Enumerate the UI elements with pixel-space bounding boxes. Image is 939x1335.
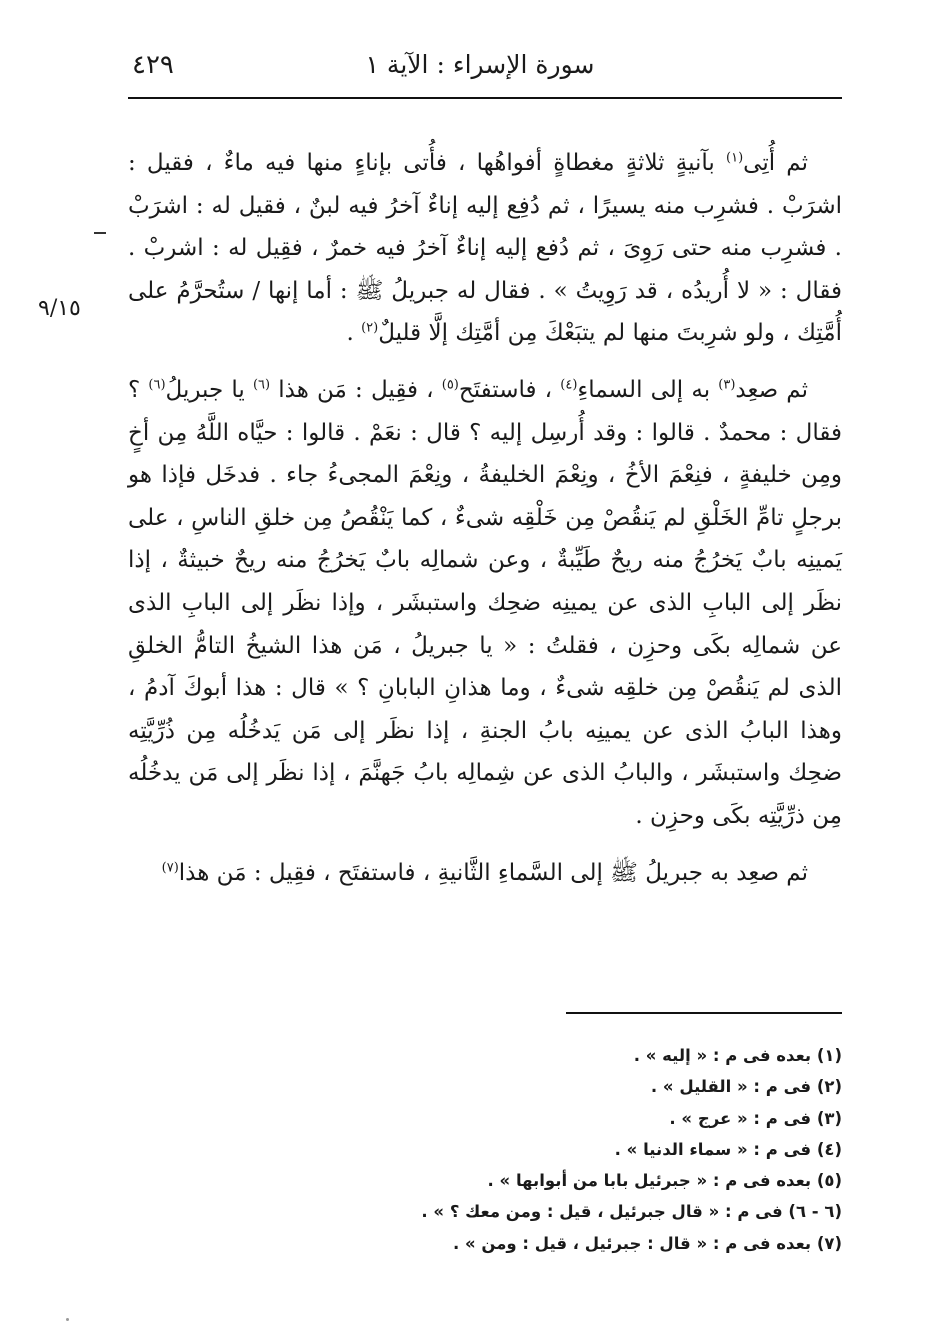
footnotes-list (300, 1040, 842, 1259)
footnote-item: (٥) بعده فى م : « جبرئيل بابا من أبوابها » . (487, 1171, 842, 1191)
text-segment: ثم أُتِى (743, 150, 809, 176)
footnote-item: (٣) فى م : « عرج » . (669, 1108, 842, 1128)
page-speck (66, 1318, 69, 1321)
text-segment: ثم صعِد (735, 376, 809, 403)
footnote-item: (١) بعده فى م : « إليه » . (633, 1046, 842, 1065)
margin-note: ٩/١٥ (38, 296, 81, 321)
page-number: ٤٢٩ (132, 50, 174, 80)
body-paragraph (128, 142, 842, 355)
footnote-marker: (٢) (361, 320, 379, 336)
footnote-marker: (٦) (252, 377, 271, 393)
footnote-marker: (٣) (718, 377, 736, 393)
footnote-item: (٤) فى م : « سماء الدنيا » . (614, 1139, 842, 1159)
margin-dash (94, 232, 106, 234)
text-segment: . (346, 320, 362, 347)
text-segment: ، فقِيل : مَن هذا (270, 376, 442, 403)
text-segment: به إلى السماءِ (577, 376, 719, 403)
footnote-rule (566, 1012, 842, 1014)
text-segment: يا جبريلُ (165, 376, 253, 403)
text-segment: بآنيةٍ ثلاثةٍ مغطاةٍ أفواهُها ، فأُتى بإناءٍ منها فيه ماءٌ ، فقيل : اشرَبْ . فشرِب منه يسيرًا ، ثم دُفِع إليه إناءٌ آخرُ فيه لبنٌ ، فقيل له : اشرَبْ . فشرِب منه حتى رَوِىَ ، ثم دُفع إليه إناءٌ آخرُ فيه خمرٌ ، فقِيل له : اشربْ . فقال : « لا أُريدُه ، قد رَوِيتُ » . فقال له جبريلُ ﷺ : أما إنها / ستُحرَّمُ على أُمَّتِك ، ولو شرِبتَ منها لم يتبَعْكَ مِن أمَّتِك إلَّا قليلٌ (128, 150, 842, 347)
text-segment: ، فاستفتَح (458, 376, 561, 403)
footnote-marker: (٧) (161, 859, 179, 875)
footnote-item: (٦ - ٦) فى م : « قال جبرئيل ، قيل : ومن معك ؟ » . (421, 1202, 842, 1222)
footnote-marker: (٦) (148, 377, 166, 393)
running-title: سورة الإسراء : الآية ١ (365, 50, 595, 79)
text-segment: ؟ فقال : محمدٌ . قالوا : وقد أُرسِل إليه ؟ قال : نعَمْ . قالوا : حيَّاه اللَّهُ مِن أخٍ ومِن خليفةٍ ، فنِعْمَ الأخُ ، ونِعْمَ الخليفةُ ، ونِعْمَ المجىءُ جاء . فدخَل فإذا هو برجلٍ تامِّ الخَلْقِ لم يَنقُصْ مِن خَلْقِه شىءٌ ، كما يَنْقُصُ مِن خلقِ الناسِ ، على يَمينِه بابٌ يَخرُجُ منه ريحٌ طَيِّبةٌ ، وعن شمالِه بابٌ يَخرُجُ منه ريحٌ خبيثةٌ ، إذا نظَر إلى البابِ الذى عن يمينِه ضحِك واستبشَر ، وإذا نظَر إلى البابِ الذى عن شمالِه بكَى وحزِن ، فقلتُ : « يا جبريلُ ، مَن هذا الشيخُ التامُّ الخلقِ الذى لم يَنقُصْ مِن خلقِه شىءٌ ، وما هذانِ البابانِ ؟ » قال : هذا أبوكَ آدمُ ، وهذا البابُ الذى عن يمينِه بابُ الجنةِ ، إذا نظَر إلى مَن يَدخُلُه مِن ذُرِّيَّتِه ضحِك واستبشَر ، والبابُ الذى عن شِمالِه بابُ جَهنَّمَ ، إذا نظَر إلى مَن يدخُلُه مِن ذرِّيَّتِه بكَى وحزِن . (128, 376, 842, 829)
body-paragraph (128, 852, 842, 895)
footnote-marker: (١) (726, 150, 744, 166)
header-rule (128, 97, 842, 99)
body-paragraph (128, 369, 842, 838)
footnote-marker: (٥) (441, 377, 459, 393)
main-text (128, 142, 842, 894)
footnote-marker: (٤) (560, 377, 578, 393)
footnote-item: (٢) فى م : « القليل » . (650, 1077, 842, 1097)
text-segment: ثم صعِد به جبريلُ ﷺ إلى السَّماءِ الثَّانيةِ ، فاستفتَح ، فقِيل : مَن هذا (178, 859, 808, 886)
footnote-item: (٧) بعده فى م : « قال : جبرئيل ، قيل : ومن » . (452, 1233, 842, 1253)
